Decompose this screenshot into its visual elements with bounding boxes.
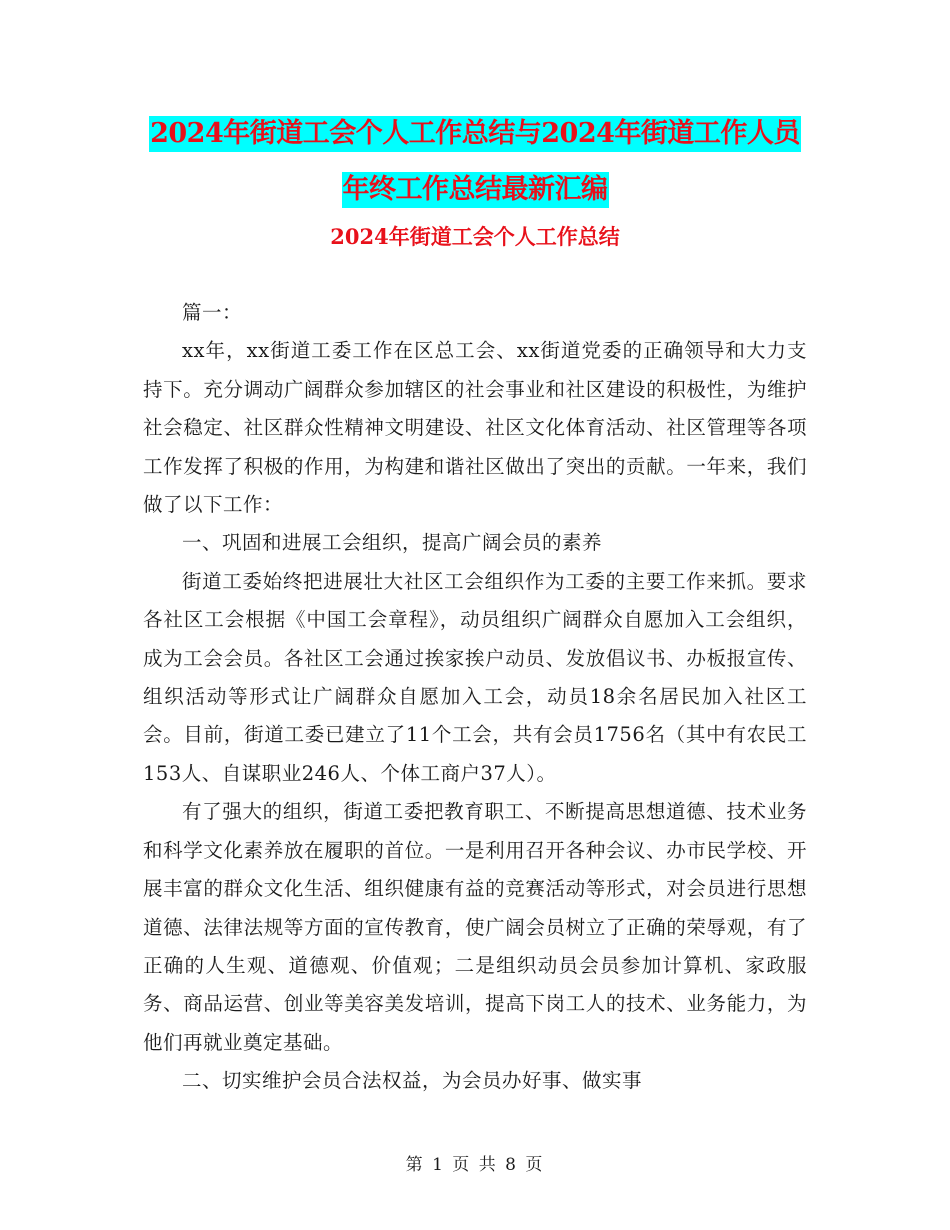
document-body: [143, 294, 807, 1101]
document-title: [0, 112, 950, 218]
title-line-1: 2024年街道工会个人工作总结与2024年街道工作人员: [149, 116, 801, 152]
paragraph: xx年，xx街道工委工作在区总工会、xx街道党委的正确领导和大力支持下。充分调动广阔群众参加辖区的社会事业和社区建设的积极性，为维护社会稳定、社区群众性精神文明建设、社区文化体育活动、社区管理等各项工作发挥了积极的作用，为构建和谐社区做出了突出的贡献。一年来，我们做了以下工作：: [143, 339, 807, 517]
page-footer: 第 1 页 共 8 页: [405, 1155, 545, 1175]
paragraph: 二、切实维护会员合法权益，为会员办好事、做实事: [182, 1069, 643, 1093]
section-title: 2024年街道工会个人工作总结: [330, 224, 620, 249]
paragraph: 街道工委始终把进展壮大社区工会组织作为工委的主要工作来抓。要求各社区工会根据《中国工会章程》，动员组织广阔群众自愿加入工会组织，成为工会会员。各社区工会通过挨家挨户动员、发放倡议书、办板报宣传、组织活动等形式让广阔群众自愿加入工会，动员18余名居民加入社区工会。目前，街道工委已建立了11个工会，共有会员1756名（其中有农民工153人、自谋职业246人、个体工商户37人）。: [143, 569, 807, 785]
paragraph: 一、巩固和进展工会组织，提高广阔会员的素养: [182, 531, 603, 555]
paragraph: 篇一：: [182, 301, 243, 324]
paragraph: 有了强大的组织，街道工委把教育职工、不断提高思想道德、技术业务和科学文化素养放在履职的首位。一是利用召开各种会议、办市民学校、开展丰富的群众文化生活、组织健康有益的竞赛活动等形式，对会员进行思想道德、法律法规等方面的宣传教育，使广阔会员树立了正确的荣辱观，有了正确的人生观、道德观、价值观；二是组织动员会员参加计算机、家政服务、商品运营、创业等美容美发培训，提高下岗工人的技术、业务能力，为他们再就业奠定基础。: [143, 800, 807, 1054]
title-line-2: 年终工作总结最新汇编: [342, 172, 609, 208]
